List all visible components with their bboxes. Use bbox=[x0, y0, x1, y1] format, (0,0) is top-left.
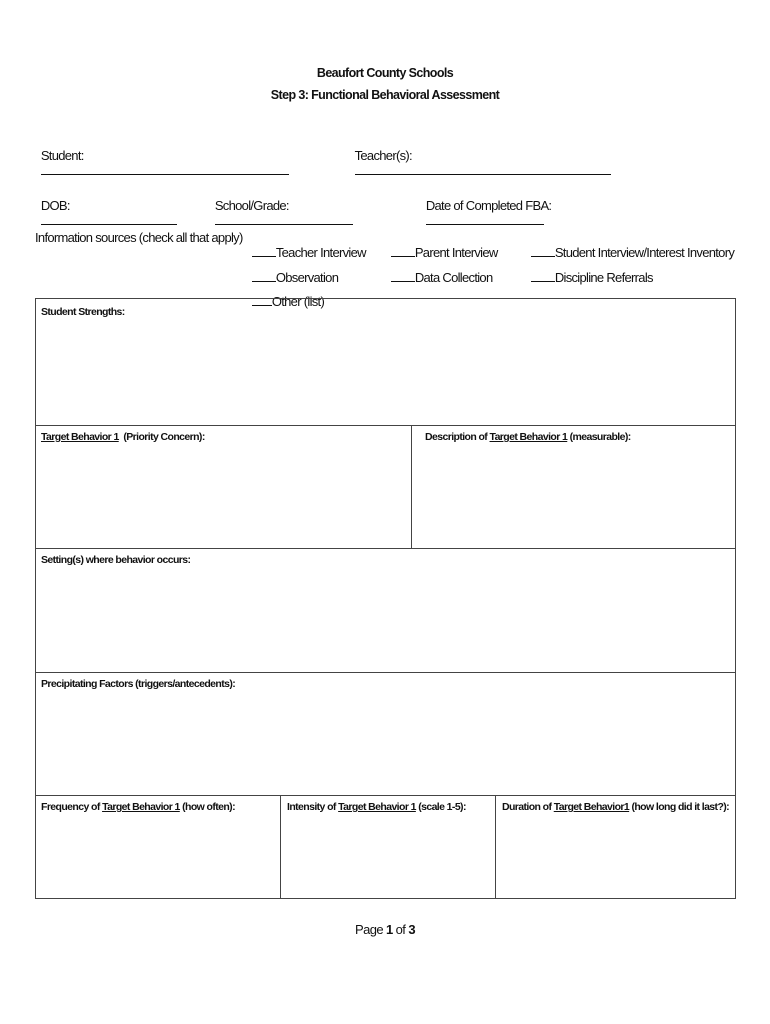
intensity-label bbox=[287, 801, 466, 813]
source-label: Student Interview/Interest Inventory bbox=[554, 245, 735, 260]
description-suffix: (measurable): bbox=[569, 431, 631, 443]
duration-prefix: Duration of bbox=[502, 801, 552, 813]
intensity-suffix: (scale 1-5): bbox=[418, 801, 466, 813]
student-blank[interactable] bbox=[41, 163, 289, 175]
page-number bbox=[0, 922, 770, 937]
source-checkbox-blank[interactable] bbox=[531, 270, 555, 282]
frequency-suffix: (how often): bbox=[182, 801, 235, 813]
page-word: Page bbox=[355, 922, 383, 937]
student-field[interactable] bbox=[35, 133, 289, 178]
duration-suffix: (how long did it last?): bbox=[631, 801, 730, 813]
school-grade-blank[interactable] bbox=[215, 213, 353, 225]
settings-label: Setting(s) where behavior occurs: bbox=[41, 554, 191, 566]
date-fba-field[interactable] bbox=[420, 183, 551, 228]
teacher-blank[interactable] bbox=[355, 163, 611, 175]
duration-label bbox=[502, 801, 729, 813]
source-label: Observation bbox=[275, 270, 339, 285]
teacher-field[interactable] bbox=[349, 133, 611, 178]
description-box[interactable] bbox=[411, 425, 736, 549]
date-fba-label: Date of Completed FBA: bbox=[425, 198, 552, 213]
source-checkbox-blank[interactable] bbox=[391, 270, 415, 282]
page-of: of bbox=[395, 922, 406, 937]
frequency-label bbox=[41, 801, 235, 813]
target-behavior-label bbox=[41, 431, 205, 443]
district-title: Beaufort County Schools bbox=[316, 66, 454, 80]
intensity-link: Target Behavior 1 bbox=[338, 801, 416, 813]
source-data-collection[interactable] bbox=[385, 255, 493, 285]
info-sources-label: Information sources (check all that apply) bbox=[35, 230, 243, 245]
duration-link: Target Behavior1 bbox=[553, 801, 630, 813]
source-label: Data Collection bbox=[414, 270, 493, 285]
page-current: 1 bbox=[386, 922, 393, 937]
student-label: Student: bbox=[40, 148, 84, 163]
settings-box[interactable] bbox=[35, 548, 736, 673]
school-grade-field[interactable] bbox=[209, 183, 353, 228]
target-behavior-suffix: (Priority Concern): bbox=[123, 431, 205, 443]
source-label: Teacher Interview bbox=[275, 245, 366, 260]
source-label: Other (list) bbox=[271, 294, 325, 309]
student-strengths-label: Student Strengths: bbox=[41, 306, 125, 318]
student-strengths-box[interactable] bbox=[35, 298, 736, 426]
source-discipline-referrals[interactable] bbox=[525, 255, 653, 285]
description-prefix: Description of bbox=[425, 431, 488, 443]
form-title: Step 3: Functional Behavioral Assessment bbox=[270, 88, 500, 102]
description-link: Target Behavior 1 bbox=[489, 431, 568, 443]
source-label: Parent Interview bbox=[414, 245, 498, 260]
frequency-prefix: Frequency of bbox=[41, 801, 100, 813]
target-behavior-box[interactable] bbox=[35, 425, 412, 549]
precipitating-factors-box[interactable] bbox=[35, 672, 736, 796]
date-fba-blank[interactable] bbox=[426, 213, 544, 225]
source-label: Discipline Referrals bbox=[554, 270, 653, 285]
teacher-label: Teacher(s): bbox=[354, 148, 412, 163]
description-label bbox=[425, 431, 631, 443]
precipitating-factors-label: Precipitating Factors (triggers/antecedents): bbox=[41, 678, 236, 690]
dob-field[interactable] bbox=[35, 183, 177, 228]
dob-label: DOB: bbox=[40, 198, 70, 213]
page-total: 3 bbox=[408, 922, 415, 937]
frequency-link: Target Behavior 1 bbox=[102, 801, 180, 813]
target-behavior-link: Target Behavior 1 bbox=[41, 431, 119, 443]
dob-blank[interactable] bbox=[41, 213, 177, 225]
intensity-prefix: Intensity of bbox=[287, 801, 336, 813]
school-grade-label: School/Grade: bbox=[214, 198, 289, 213]
